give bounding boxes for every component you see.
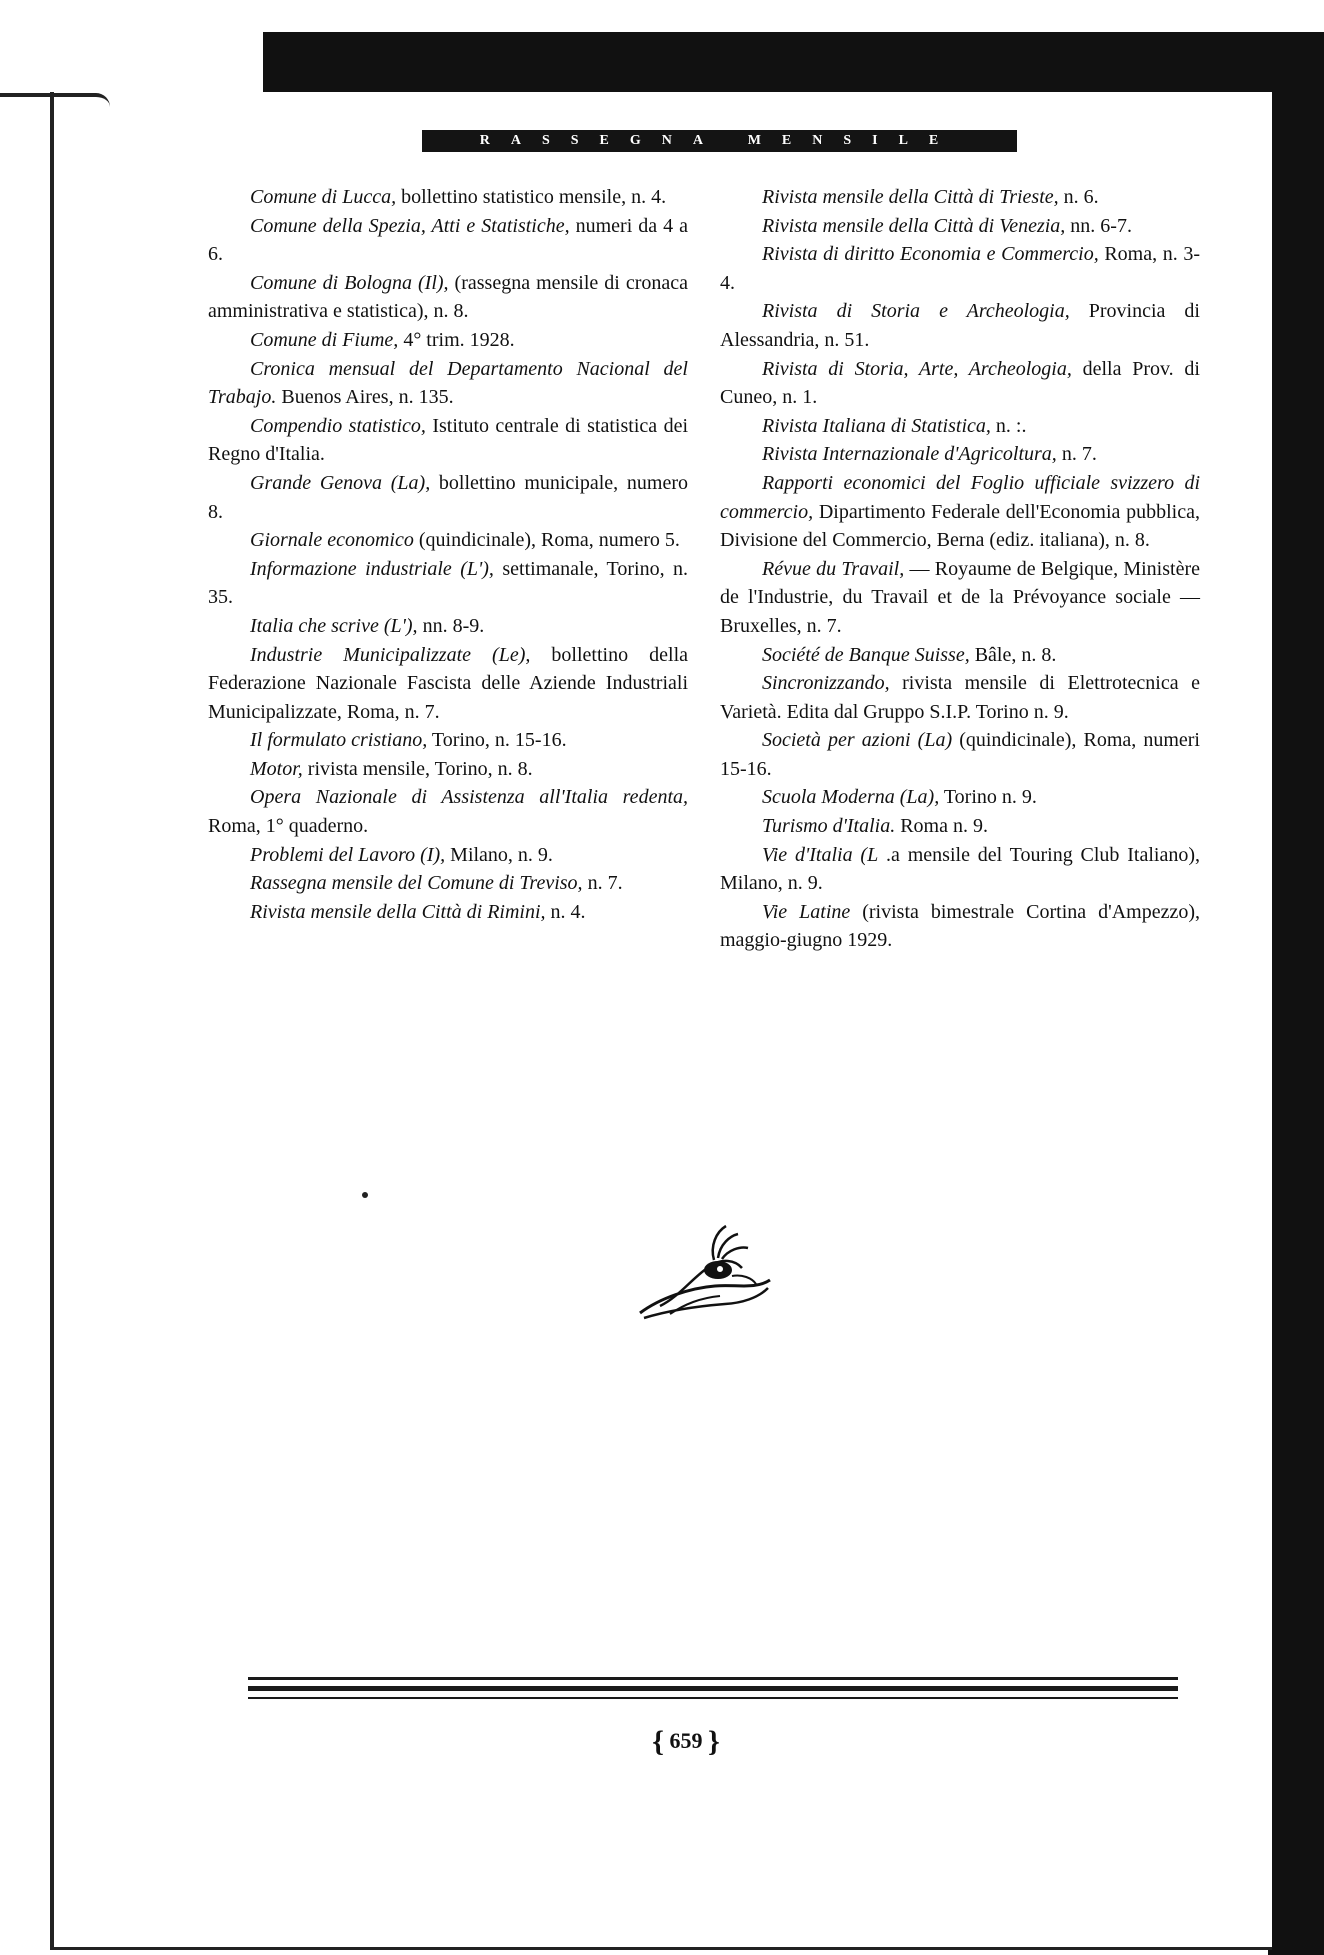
list-item: Rivista Italiana di Statistica, n. :. — [762, 414, 1027, 437]
list-item: Rivista di Storia e Archeologia, Provincia di Alessandria, n. 51. — [720, 300, 1200, 351]
list-item: Révue du Travail, — Royaume de Belgique, Ministère de l'Industrie, du Travail et de la Prévoyance sociale — Bruxelles, n. 7. — [720, 557, 1200, 637]
list-item: Rivista di diritto Economia e Commercio, Roma, n. 3-4. — [720, 243, 1200, 294]
left-column — [208, 183, 688, 926]
left-bracket-icon: { — [652, 1725, 664, 1758]
list-item: Rivista mensile della Città di Rimini, n. 4. — [250, 900, 586, 923]
stray-mark — [362, 1192, 368, 1198]
list-item: Comune di Fiume, 4° trim. 1928. — [250, 328, 515, 351]
page-number — [636, 1725, 736, 1759]
list-item: Rivista di Storia, Arte, Archeologia, della Prov. di Cuneo, n. 1. — [720, 357, 1200, 409]
list-item: Giornale economico (quindicinale), Roma, numero 5. — [250, 529, 680, 552]
list-item: Vie Latine (rivista bimestrale Cortina d'Ampezzo), maggio-giugno 1929. — [720, 900, 1201, 952]
footer-rule-2 — [248, 1686, 1178, 1691]
list-item: Comune di Lucca, bollettino statistico mensile, n. 4. — [250, 186, 667, 208]
list-item: Opera Nazionale di Assistenza all'Italia redenta, Roma, 1° quaderno. — [208, 786, 688, 838]
list-item: Informazione industriale (L'), settimanale, Torino, n. 35. — [208, 557, 688, 609]
list-item: Rapporti economici del Foglio ufficiale svizzero di commercio, Dipartimento Federale dell'Economia pubblica, Divisione del Commercio, Berna (ediz. italiana), n. 8. — [720, 471, 1200, 552]
list-item: Rivista mensile della Città di Trieste, n. 6. — [762, 186, 1099, 208]
scan-shadow-right — [1268, 32, 1324, 1955]
page-number-value: 659 — [669, 1728, 703, 1753]
running-header — [422, 130, 1017, 152]
footer-rule-1 — [248, 1677, 1178, 1680]
list-item: Sincronizzando, rivista mensile di Elettrotecnica e Varietà. Edita dal Gruppo S.I.P. Torino n. 9. — [720, 672, 1200, 723]
list-item: Cronica mensual del Departamento Nacional del Trabajo. Buenos Aires, n. 135. — [208, 357, 688, 409]
list-item: Rassegna mensile del Comune di Treviso, n. 7. — [250, 872, 623, 895]
running-header-title: RASSEGNA MENSILE — [479, 133, 960, 148]
list-item: Scuola Moderna (La), Torino n. 9. — [762, 786, 1037, 809]
right-column — [720, 183, 1200, 955]
scan-shadow-top — [263, 32, 1273, 94]
list-item: Industrie Municipalizzate (Le), bollettino della Federazione Nazionale Fascista delle Aziende Industriali Municipalizzate, Roma, n. 7. — [208, 643, 688, 723]
list-item: Società per azioni (La) (quindicinale), Roma, numeri 15-16. — [720, 729, 1200, 780]
list-item: Société de Banque Suisse, Bâle, n. 8. — [762, 643, 1057, 666]
list-item: Turismo d'Italia. Roma n. 9. — [762, 815, 988, 838]
list-item: Vie d'Italia (L .a mensile del Touring Club Italiano), Milano, n. 9. — [720, 843, 1200, 895]
list-item: Grande Genova (La), bollettino municipale, numero 8. — [208, 471, 688, 523]
list-item: Problemi del Lavoro (I), Milano, n. 9. — [250, 843, 553, 866]
list-item: Comune della Spezia, Atti e Statistiche, numeri da 4 a 6. — [208, 214, 688, 266]
page-edge-curve — [0, 93, 110, 107]
list-item: Motor, rivista mensile, Torino, n. 8. — [250, 757, 533, 780]
list-item: Il formulato cristiano, Torino, n. 15-16. — [250, 729, 567, 752]
list-item: Comune di Bologna (Il), (rassegna mensile di cronaca amministrativa e statistica), n. 8. — [208, 271, 689, 323]
list-item: Compendio statistico, Istituto centrale di statistica dei Regno d'Italia. — [208, 414, 688, 466]
hand-holding-bird-ornament-icon — [630, 1218, 780, 1338]
list-item: Rivista Internazionale d'Agricoltura, n. 7. — [762, 443, 1097, 466]
list-item: Rivista mensile della Città di Venezia, nn. 6-7. — [762, 214, 1132, 237]
list-item: Italia che scrive (L'), nn. 8-9. — [250, 614, 485, 637]
footer-rule-3 — [248, 1697, 1178, 1699]
right-bracket-icon: } — [708, 1725, 720, 1758]
